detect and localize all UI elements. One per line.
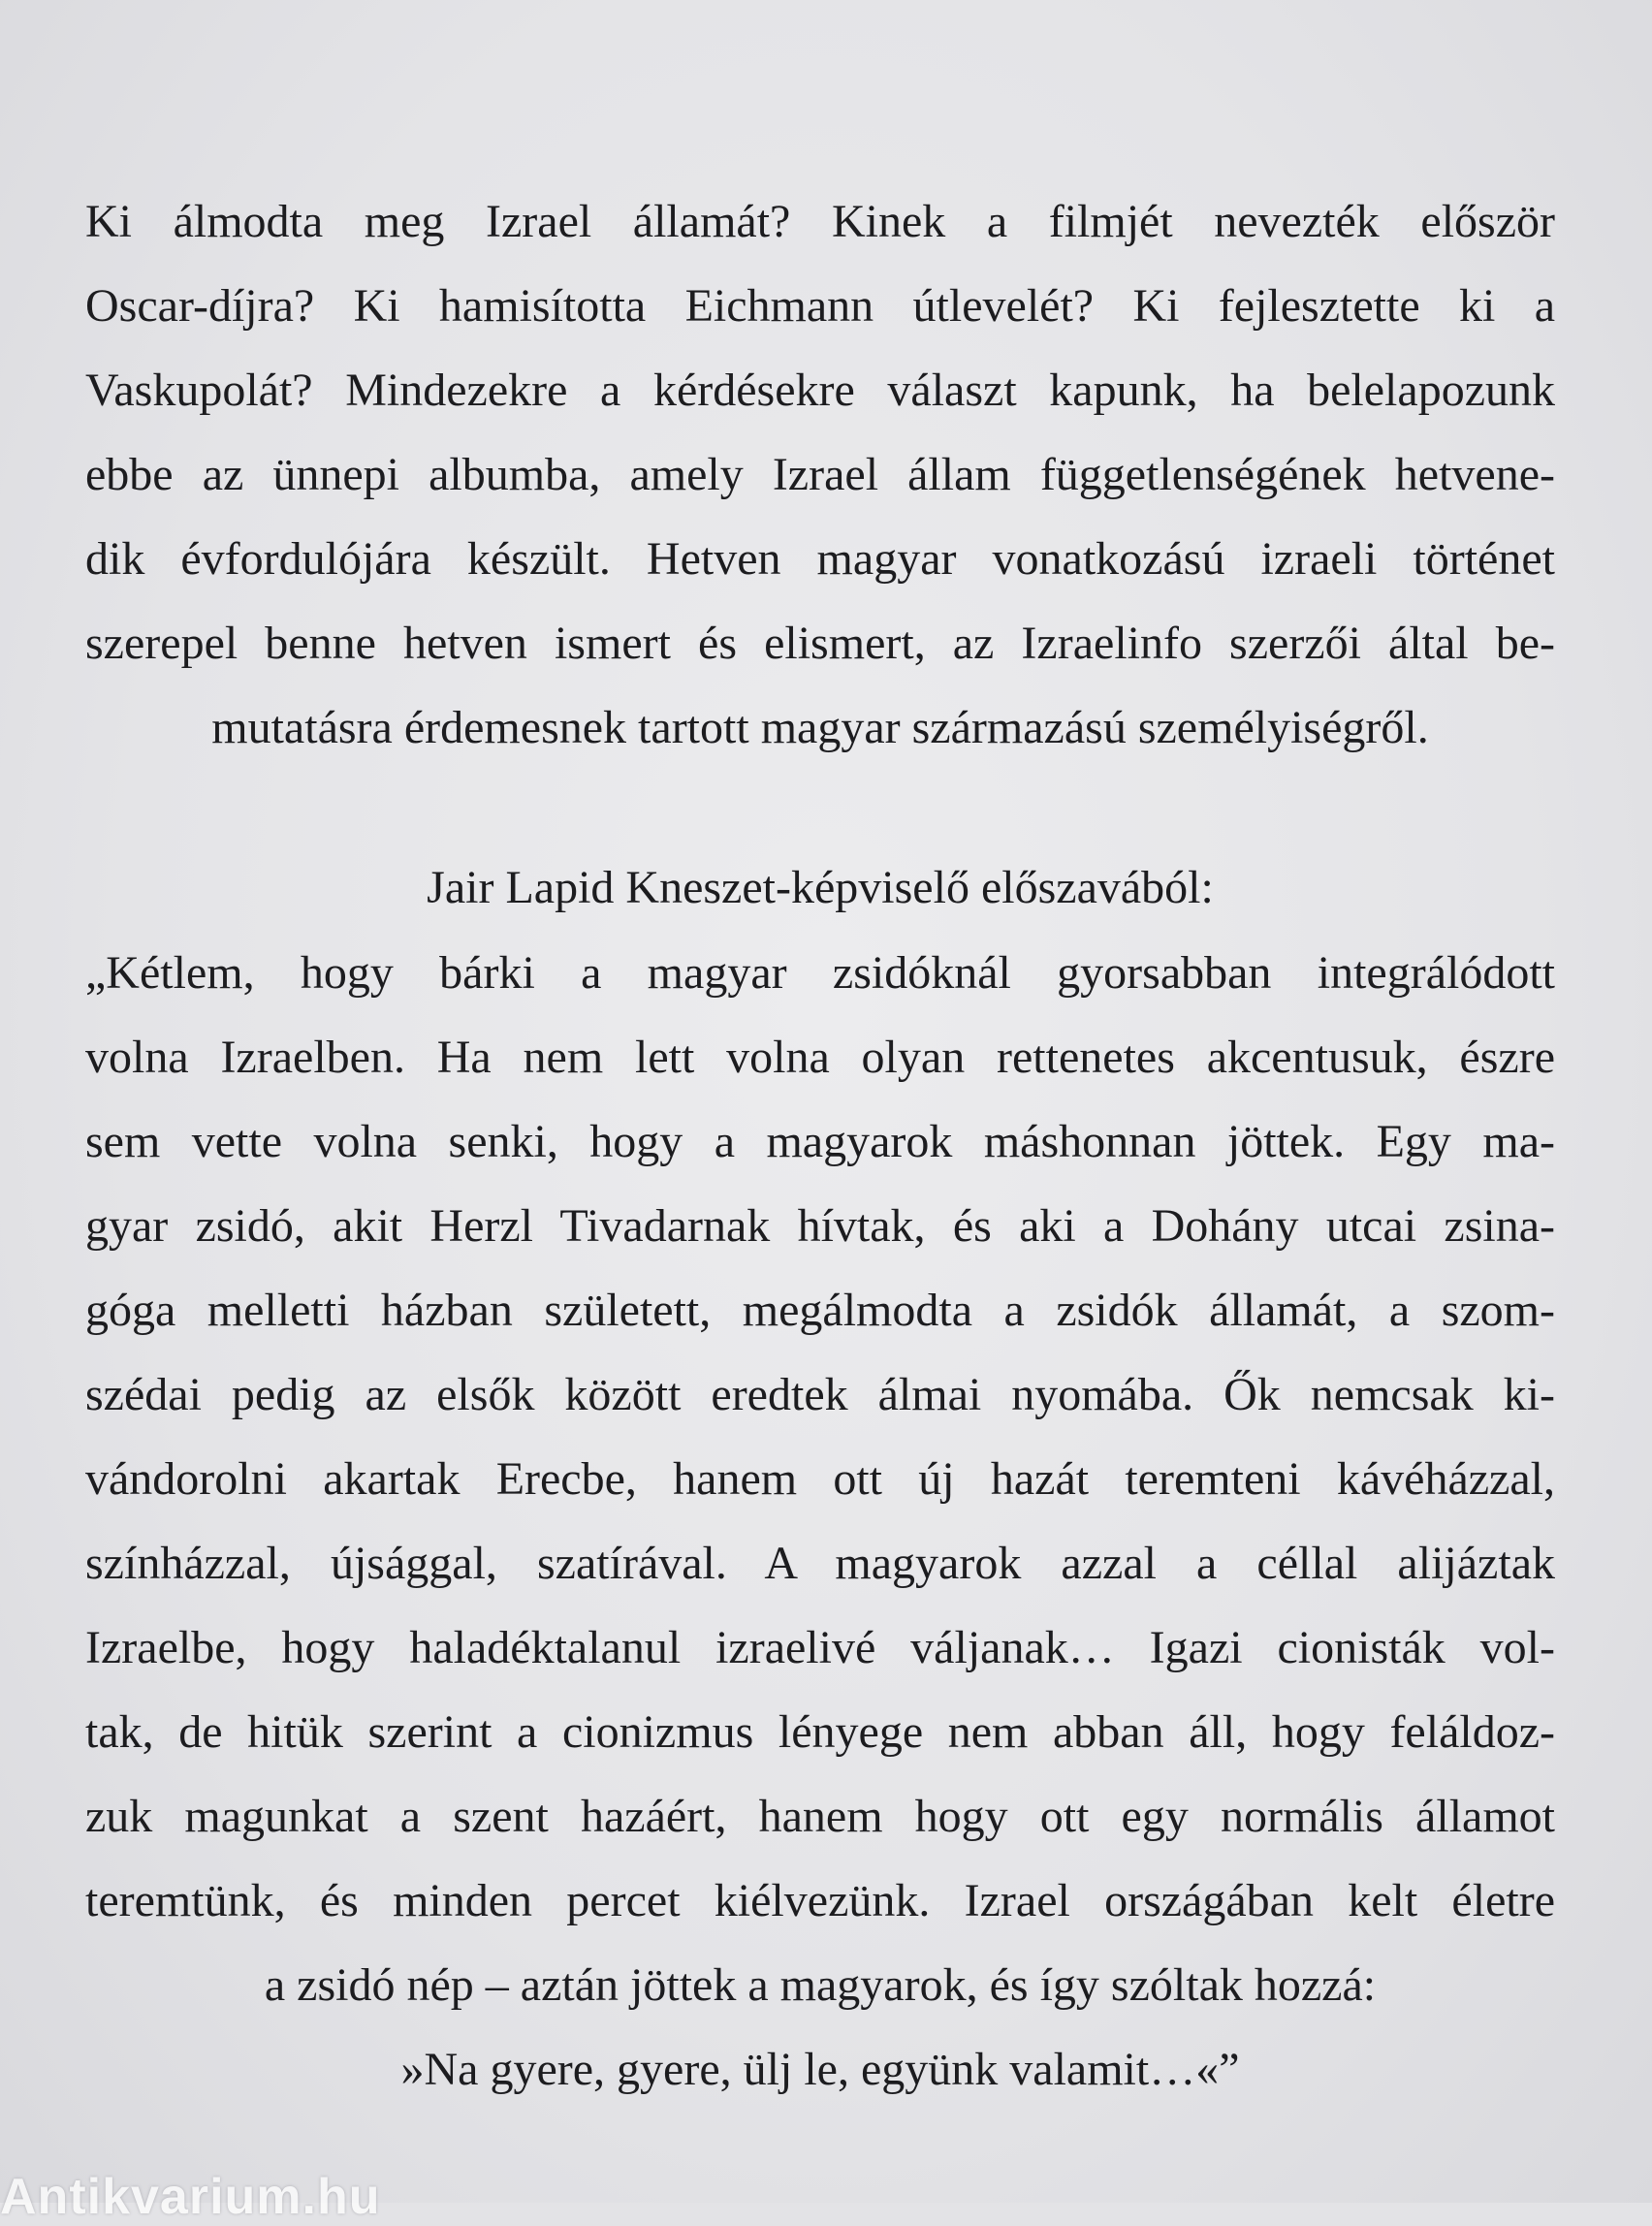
text-line: Ki álmodta meg Izrael államát? Kinek a filmjét nevezték először: [85, 196, 1555, 247]
text-line: vándorolni akartak Erecbe, hanem ott új hazát teremteni kávéházzal,: [85, 1453, 1555, 1505]
text-line: színházzal, újsággal, szatírával. A magyarok azzal a céllal alijáztak: [85, 1538, 1555, 1589]
text-line: »Na gyere, gyere, ülj le, együnk valamit…«”: [400, 2044, 1240, 2095]
text-line: sem vette volna senki, hogy a magyarok máshonnan jöttek. Egy ma-: [85, 1116, 1555, 1167]
text-line: zuk magunkat a szent hazáért, hanem hogy ott egy normális államot: [85, 1791, 1555, 1842]
text-line: Vaskupolát? Mindezekre a kérdésekre választ kapunk, ha belelapozunk: [85, 365, 1555, 416]
text-line: ebbe az ünnepi albumba, amely Izrael állam függetlenségének hetvene-: [85, 449, 1555, 500]
text-line: dik évfordulójára készült. Hetven magyar vonatkozású izraeli történet: [85, 533, 1555, 585]
text-line: Oscar-díjra? Ki hamisította Eichmann útlevelét? Ki fejlesztette ki a: [85, 280, 1555, 332]
text-line: mutatásra érdemesnek tartott magyar származású személyiségről.: [211, 702, 1429, 753]
quote-paragraph: [85, 931, 1555, 2112]
text-line: volna Izraelben. Ha nem lett volna olyan rettenetes akcentusuk, észre: [85, 1032, 1555, 1083]
text-line: tak, de hitük szerint a cionizmus lényege nem abban áll, hogy feláldoz-: [85, 1706, 1555, 1758]
text-line: gyar zsidó, akit Herzl Tivadarnak hívtak, és aki a Dohány utcai zsina-: [85, 1200, 1555, 1252]
watermark: Antikvarium.hu: [0, 2169, 381, 2225]
text-line: „Kétlem, hogy bárki a magyar zsidóknál gyorsabban integrálódott: [85, 947, 1555, 999]
text-line: a zsidó nép – aztán jöttek a magyarok, és így szóltak hozzá:: [264, 1959, 1377, 2011]
text-line: Izraelbe, hogy haladéktalanul izraelivé váljanak… Igazi cionisták vol-: [85, 1622, 1555, 1673]
quote-heading: Jair Lapid Kneszet-képviselő előszavából:: [427, 862, 1214, 913]
intro-paragraph: [85, 179, 1555, 770]
text-line: teremtünk, és minden percet kiélvezünk. Izrael országában kelt életre: [85, 1875, 1555, 1926]
text-line: szédai pedig az elsők között eredtek álmai nyomába. Ők nemcsak ki-: [85, 1369, 1555, 1420]
text-line: szerepel benne hetven ismert és elismert, az Izraelinfo szerzői által be-: [85, 618, 1555, 669]
text-line: góga melletti házban született, megálmodta a zsidók államát, a szom-: [85, 1285, 1555, 1336]
